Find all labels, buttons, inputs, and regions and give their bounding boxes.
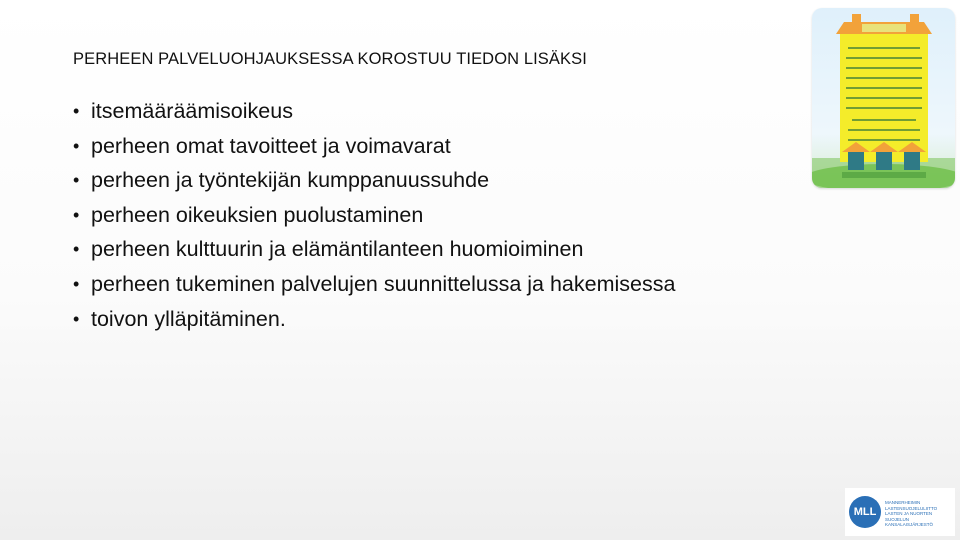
- list-item: [73, 198, 675, 233]
- bullet-dot: •: [73, 204, 80, 225]
- bullet-dot: •: [73, 101, 80, 121]
- list-item: [73, 267, 675, 302]
- mll-logo: [845, 488, 955, 536]
- bullet-text: itsemääräämisoikeus: [91, 99, 293, 123]
- bullet-dot: •: [73, 308, 80, 329]
- bullet-text: perheen ja työntekijän kumppanuussuhde: [91, 168, 490, 193]
- mll-logo-badge: MLL: [849, 496, 881, 528]
- bullet-text: toivon ylläpitäminen.: [91, 306, 286, 331]
- slide-title: PERHEEN PALVELUOHJAUKSESSA KOROSTUU TIEDON LISÄKSI: [73, 50, 587, 68]
- list-item: [73, 302, 675, 337]
- bullet-text: perheen oikeuksien puolustaminen: [91, 202, 424, 227]
- bullet-dot: •: [73, 170, 80, 191]
- bullet-text: perheen kulttuurin ja elämäntilanteen huomioiminen: [91, 237, 584, 262]
- house-drawing: [812, 8, 955, 188]
- bullet-list: [73, 94, 675, 336]
- list-item: [73, 129, 675, 164]
- bullet-text: perheen tukeminen palvelujen suunnittelussa ja hakemisessa: [91, 271, 676, 296]
- list-item: [73, 232, 675, 267]
- list-item: [73, 163, 675, 198]
- mll-logo-text: MANNERHEIMIN LASTENSUOJELULIITTO LASTEN JA NUORTEN SUOJELUN KANSALAISJÄRJESTÖ: [885, 500, 938, 527]
- list-item: [73, 94, 675, 129]
- bullet-text: perheen omat tavoitteet ja voimavarat: [91, 133, 451, 158]
- bullet-dot: •: [73, 135, 80, 156]
- bullet-dot: •: [73, 239, 80, 260]
- bullet-dot: •: [73, 273, 80, 294]
- house-illustration: [812, 8, 955, 188]
